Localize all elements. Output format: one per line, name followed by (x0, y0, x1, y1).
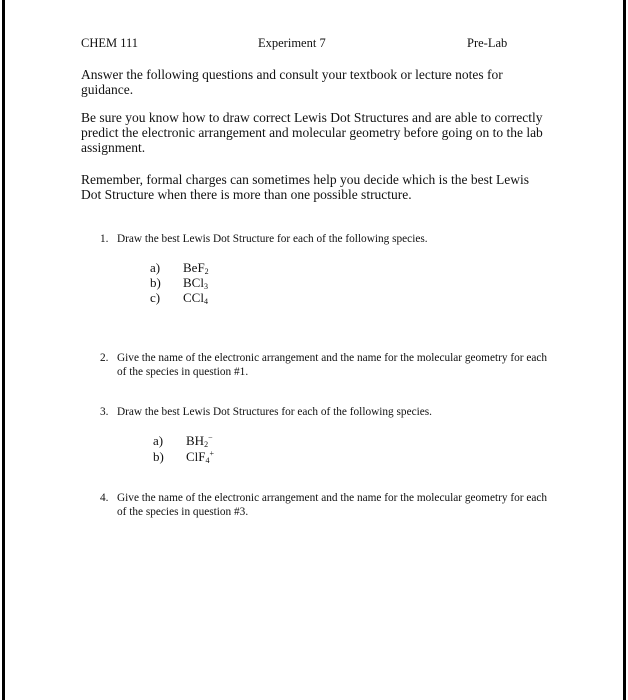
chemical-formula (183, 260, 209, 275)
formula-base: ClF (186, 449, 206, 464)
chemical-formula (183, 275, 208, 290)
chemical-formula (183, 290, 208, 305)
chemical-formula (186, 433, 213, 448)
question-number: 4. (100, 492, 109, 504)
formula-base: BCl (183, 275, 204, 290)
question-text: Draw the best Lewis Dot Structure for each of the following species. (117, 233, 428, 245)
page-border-left (2, 0, 5, 700)
page-border-right (623, 0, 626, 700)
question-number: 1. (100, 233, 109, 245)
formula-base: BH (186, 433, 205, 448)
species-label: b) (150, 275, 161, 290)
species-label: b) (153, 449, 164, 464)
formula-charge: − (208, 433, 213, 442)
formula-subscript: 2 (204, 440, 209, 449)
intro-paragraph-formal-charges: Remember, formal charges can sometimes help you decide which is the best Lewis Dot Structure when there is more than one possible structure. (81, 172, 529, 202)
formula-subscript: 4 (203, 297, 208, 306)
intro-paragraph-lewis: Be sure you know how to draw correct Lewis Dot Structures and are able to correctly predict the electronic arrangement and molecular geometry before going on to the lab assignment. (81, 110, 543, 155)
document-type: Pre-Lab (467, 36, 508, 50)
formula-subscript: 4 (205, 456, 210, 465)
species-label: a) (153, 433, 164, 448)
formula-subscript: 2 (204, 267, 209, 276)
species-label: a) (150, 260, 161, 275)
formula-base: BeF (183, 260, 205, 275)
question-text: Draw the best Lewis Dot Structures for each of the following species. (117, 406, 432, 418)
formula-subscript: 3 (203, 282, 208, 291)
course-code: CHEM 111 (81, 36, 139, 50)
formula-base: CCl (183, 290, 204, 305)
question-number: 2. (100, 352, 109, 364)
chemical-formula (186, 449, 214, 464)
experiment-title: Experiment 7 (258, 36, 326, 50)
intro-paragraph-guidance: Answer the following questions and consult your textbook or lecture notes for guidance. (81, 67, 503, 97)
species-label: c) (150, 290, 161, 305)
question-text: Give the name of the electronic arrangement and the name for the molecular geometry for each of the species in question #1. (117, 352, 548, 378)
page-header (0, 36, 628, 54)
formula-charge: + (209, 449, 215, 458)
question-number: 3. (100, 406, 109, 418)
question-text: Give the name of the electronic arrangement and the name for the molecular geometry for each of the species in question #3. (117, 492, 548, 518)
